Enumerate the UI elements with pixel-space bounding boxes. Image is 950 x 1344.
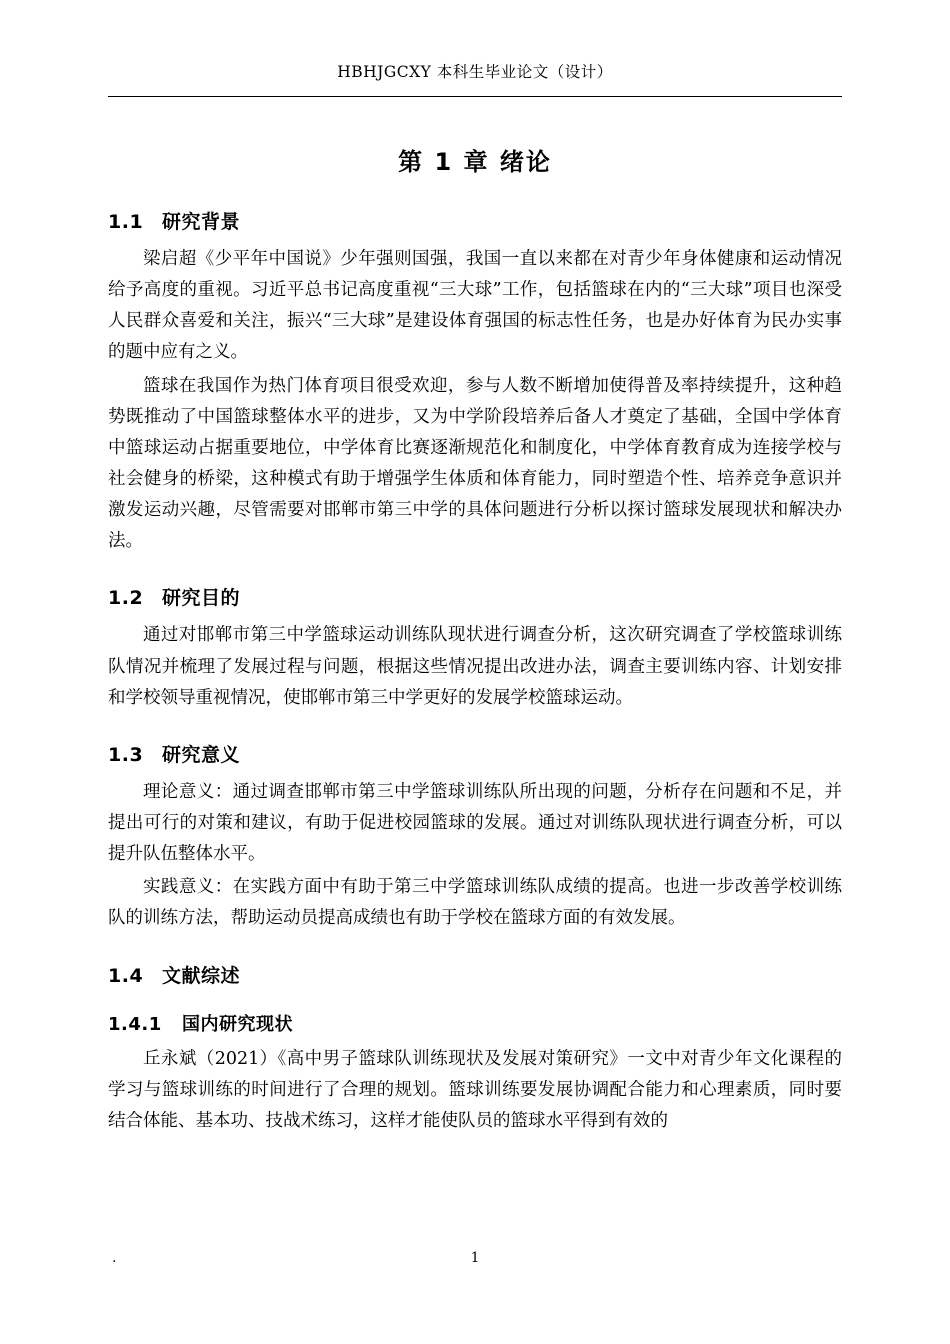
section-number: 1.3 xyxy=(108,743,144,766)
chapter-title: 第 1 章 绪论 xyxy=(398,148,552,176)
paragraph: 通过对邯郸市第三中学篮球运动训练队现状进行调查分析，这次研究调查了学校篮球训练队情况并梳理了发展过程与问题，根据这些情况提出改进办法，调查主要训练内容、计划安排和学校领导重视情况，使邯郸市第三中学更好的发展学校篮球运动。 xyxy=(108,625,842,708)
section-title: 研究目的 xyxy=(162,587,241,610)
subsection-heading-1-4-1 xyxy=(108,1010,842,1036)
paragraph: 丘永斌（2021）《高中男子篮球队训练现状及发展对策研究》一文中对青少年文化课程的学习与篮球训练的时间进行了合理的规划。篮球训练要发展协调配合能力和心理素质，同时要结合体能、基本功、技战术练习，这样才能使队员的篮球水平得到有效的 xyxy=(108,1048,842,1131)
paragraph: 实践意义：在实践方面中有助于第三中学篮球训练队成绩的提高。也进一步改善学校训练队的训练方法，帮助运动员提高成绩也有助于学校在篮球方面的有效发展。 xyxy=(108,877,842,929)
paragraph: 梁启超《少平年中国说》少年强则国强，我国一直以来都在对青少年身体健康和运动情况给予高度的重视。习近平总书记高度重视“三大球”工作，包括篮球在内的“三大球”项目也深受人民群众喜爱和关注，振兴“三大球”是建设体育强国的标志性任务，也是办好体育为民办实事的题中应有之义。 xyxy=(108,249,842,363)
footer-mark: . xyxy=(112,1250,117,1266)
running-header: HBHJGCXY 本科生毕业论文（设计） xyxy=(337,63,613,81)
section-title: 文献综述 xyxy=(162,964,241,987)
document-body xyxy=(108,124,842,1137)
section-number: 1.2 xyxy=(108,587,144,610)
section-heading-1-1 xyxy=(108,207,842,234)
section-heading-1-2 xyxy=(108,583,842,610)
section-title: 研究意义 xyxy=(162,743,241,766)
section-title: 研究背景 xyxy=(162,211,241,233)
subsection-number: 1.4.1 xyxy=(108,1013,162,1035)
header-divider xyxy=(108,96,842,97)
section-number: 1.4 xyxy=(108,964,144,987)
paragraph: 篮球在我国作为热门体育项目很受欢迎，参与人数不断增加使得普及率持续提升，这种趋势既推动了中国篮球整体水平的进步，又为中学阶段培养后备人才奠定了基础，全国中学体育中篮球运动占据重要地位，中学体育比赛逐渐规范化和制度化，中学体育教育成为连接学校与社会健身的桥梁，这种模式有助于增强学生体质和体育能力，同时塑造个性、培养竞争意识并激发运动兴趣，尽管需要对邯郸市第三中学的具体问题进行分析以探讨篮球发展现状和解决办法。 xyxy=(108,375,842,552)
page-number: 1 xyxy=(470,1250,480,1266)
subsection-title: 国内研究现状 xyxy=(182,1013,293,1035)
section-heading-1-4 xyxy=(108,961,842,988)
section-heading-1-3 xyxy=(108,740,842,767)
section-number: 1.1 xyxy=(108,211,144,233)
paragraph: 理论意义：通过调查邯郸市第三中学篮球训练队所出现的问题，分析存在问题和不足，并提出可行的对策和建议，有助于促进校园篮球的发展。通过对训练队现状进行调查分析，可以提升队伍整体水平。 xyxy=(108,781,842,865)
